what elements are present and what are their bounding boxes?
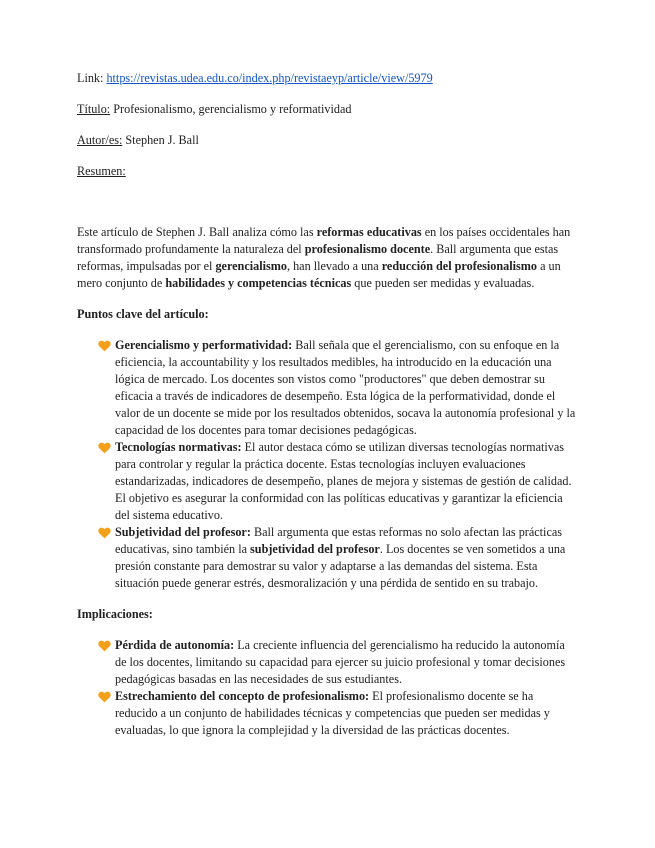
item-title: Tecnologías normativas: [115, 440, 242, 454]
orange-heart-icon [98, 640, 111, 652]
intro-text: . Ball argumenta que estas reformas, impulsadas por el [77, 242, 559, 273]
list-item [98, 337, 577, 439]
intro-bold: reducción del profesionalismo [381, 259, 538, 273]
item-title: Gerencialismo y performatividad: [115, 338, 293, 352]
key-points-heading: Puntos clave del artículo: [77, 307, 209, 321]
intro-bold: gerencialismo [215, 259, 287, 273]
list-item [98, 439, 577, 524]
list-item [98, 688, 577, 739]
intro-bold: habilidades y competencias técnicas [165, 276, 352, 290]
item-bold: subjetividad del profesor [250, 542, 380, 556]
link-line [77, 70, 577, 87]
link-label: Link: [77, 71, 104, 85]
item-text: El autor destaca cómo se utilizan diversas tecnologías normativas para controlar y regular la práctica docente. Estas tecnologías incluyen evaluaciones estandarizadas, indicadores de desempeño, planes de mejora y sistemas de gestión de calidad. El objetivo es asegurar la conformidad con las políticas educativas y garantizar la eficiencia del sistema educativo. [115, 440, 572, 522]
intro-text: a un mero conjunto de [77, 259, 561, 290]
list-item [98, 637, 577, 688]
key-points-list [77, 337, 577, 592]
summary-line [77, 163, 577, 180]
author-line [77, 132, 577, 149]
implications-heading: Implicaciones: [77, 607, 153, 621]
intro-paragraph [77, 224, 577, 292]
intro-bold: profesionalismo docente [304, 242, 431, 256]
orange-heart-icon [98, 691, 111, 703]
intro-text: Este artículo de Stephen J. Ball analiza cómo las [77, 225, 317, 239]
list-item [98, 524, 577, 592]
orange-heart-icon [98, 340, 111, 352]
implications-list [77, 637, 577, 739]
document-page [77, 70, 577, 739]
summary-label: Resumen: [77, 164, 126, 178]
intro-text: que pueden ser medidas y evaluadas. [351, 276, 535, 290]
orange-heart-icon [98, 442, 111, 454]
item-text: . Los docentes se ven sometidos a una presión constante para demostrar su valor y adaptarse a las demandas del sistema. Esta situación puede generar estrés, desmoralización y una pérdida de sentido en su trabajo. [115, 542, 566, 590]
item-text: Ball argumenta que estas reformas no solo afectan las prácticas educativas, sino también la [115, 525, 563, 556]
item-text: Ball señala que el gerencialismo, con su enfoque en la eficiencia, la accountability y los resultados medibles, ha introducido en la educación una lógica de mercado. Los docentes son vistos como "productores" que deben demostrar su eficacia a través de indicadores de desempeño. Esta lógica de la performatividad, donde el valor de un docente se mide por los resultados obtenidos, socava la autonomía profesional y la capacidad de los docentes para tomar decisiones pedagógicas. [115, 338, 576, 437]
item-text: La creciente influencia del gerencialismo ha reducido la autonomía de los docentes, limitando su capacidad para ejercer su juicio profesional y tomar decisiones pedagógicas basadas en las necesidades de sus estudiantes. [115, 638, 566, 686]
intro-text: en los países occidentales han transformado profundamente la naturaleza del [77, 225, 571, 256]
title-value: Profesionalismo, gerencialismo y reformatividad [113, 102, 352, 116]
item-title: Estrechamiento del concepto de profesionalismo: [115, 689, 370, 703]
intro-text: , han llevado a una [286, 259, 382, 273]
author-label: Autor/es: [77, 133, 123, 147]
article-link[interactable]: https://revistas.udea.edu.co/index.php/revistaeyp/article/view/5979 [106, 71, 433, 85]
item-title: Subjetividad del profesor: [115, 525, 251, 539]
orange-heart-icon [98, 527, 111, 539]
intro-bold: reformas educativas [316, 225, 422, 239]
item-text: El profesionalismo docente se ha reducido a un conjunto de habilidades técnicas y competencias que pueden ser medidas y evaluadas, lo que ignora la complejidad y la diversidad de las prácticas docentes. [115, 689, 550, 737]
title-line [77, 101, 577, 118]
title-label: Título: [77, 102, 111, 116]
author-value: Stephen J. Ball [125, 133, 199, 147]
item-title: Pérdida de autonomía: [115, 638, 235, 652]
